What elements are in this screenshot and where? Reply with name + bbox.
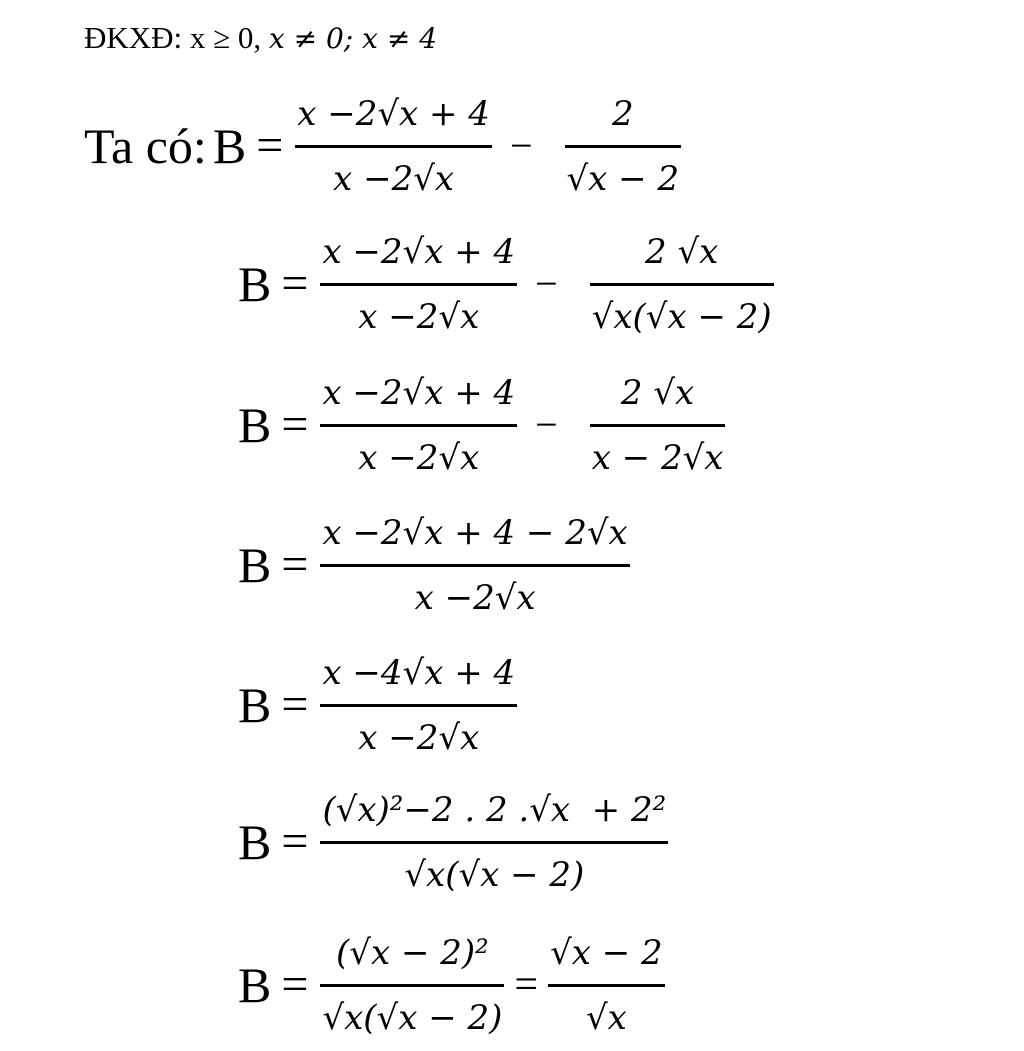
denominator: x − 2√x xyxy=(591,437,724,478)
fraction-1 xyxy=(320,512,629,618)
fraction-2 xyxy=(548,932,665,1038)
minus-sign: − xyxy=(535,261,558,306)
numerator: x −2√x + 4 − 2√x xyxy=(322,512,628,553)
numerator: √x − 2 xyxy=(550,932,663,973)
denominator: x −2√x xyxy=(358,717,480,758)
equals-sign: = xyxy=(281,257,309,310)
fraction-1 xyxy=(320,932,504,1038)
equation-line-5 xyxy=(238,652,517,758)
numerator: x −2√x + 4 xyxy=(322,372,516,413)
fraction-2 xyxy=(590,372,726,478)
denominator: √x xyxy=(585,997,627,1038)
denominator: x −2√x xyxy=(414,577,536,618)
numerator: x −2√x + 4 xyxy=(297,93,490,134)
denominator: x −2√x xyxy=(358,437,480,478)
fraction-2 xyxy=(590,231,774,337)
fraction-1 xyxy=(320,652,517,758)
denominator: √x(√x − 2) xyxy=(591,296,772,337)
domain-condition-label: ĐKXĐ: x ≥ 0, xyxy=(84,20,269,55)
variable-b: B xyxy=(238,537,272,593)
denominator: √x − 2 xyxy=(566,158,680,199)
equals-sign: = xyxy=(281,815,309,868)
numerator: 2 xyxy=(611,93,634,134)
equals-sign: = xyxy=(281,398,309,451)
equation-line-7 xyxy=(238,932,665,1038)
denominator: √x(√x − 2) xyxy=(404,854,585,895)
equals-sign: = xyxy=(514,962,539,1008)
variable-b: B xyxy=(238,256,272,312)
fraction-1 xyxy=(295,93,492,199)
denominator: x −2√x xyxy=(333,158,455,199)
numerator: x −4√x + 4 xyxy=(322,652,516,693)
variable-b: B xyxy=(238,677,272,733)
denominator: x −2√x xyxy=(358,296,480,337)
equation-line-4 xyxy=(238,512,630,618)
minus-sign: − xyxy=(509,123,533,168)
fraction-2 xyxy=(565,93,682,199)
equation-line-2 xyxy=(238,231,774,337)
variable-b: B xyxy=(238,957,272,1013)
minus-sign: − xyxy=(535,402,558,447)
equation-line-3 xyxy=(238,372,725,478)
numerator: (√x)²−2 . 2 .√x + 2² xyxy=(322,789,667,830)
fraction-1 xyxy=(320,789,668,895)
equals-sign: = xyxy=(256,119,284,172)
domain-condition xyxy=(84,22,437,53)
numerator: 2 √x xyxy=(645,231,719,272)
fraction-1 xyxy=(320,372,517,478)
equation-line-6 xyxy=(238,789,668,895)
equals-sign: = xyxy=(281,678,309,731)
fraction-1 xyxy=(320,231,517,337)
variable-b: B xyxy=(238,397,272,453)
equation-line-1 xyxy=(84,93,681,199)
variable-b: B xyxy=(238,814,272,870)
equals-sign: = xyxy=(281,538,309,591)
numerator: x −2√x + 4 xyxy=(322,231,516,272)
ta-co-label: Ta có: xyxy=(84,118,207,174)
variable-b: B xyxy=(212,118,247,174)
numerator: 2 √x xyxy=(620,372,695,413)
numerator: (√x − 2)² xyxy=(336,932,489,973)
equals-sign: = xyxy=(281,958,309,1011)
denominator: √x(√x − 2) xyxy=(322,997,503,1038)
domain-condition-values: x ≠ 0; x ≠ 4 xyxy=(268,22,438,55)
